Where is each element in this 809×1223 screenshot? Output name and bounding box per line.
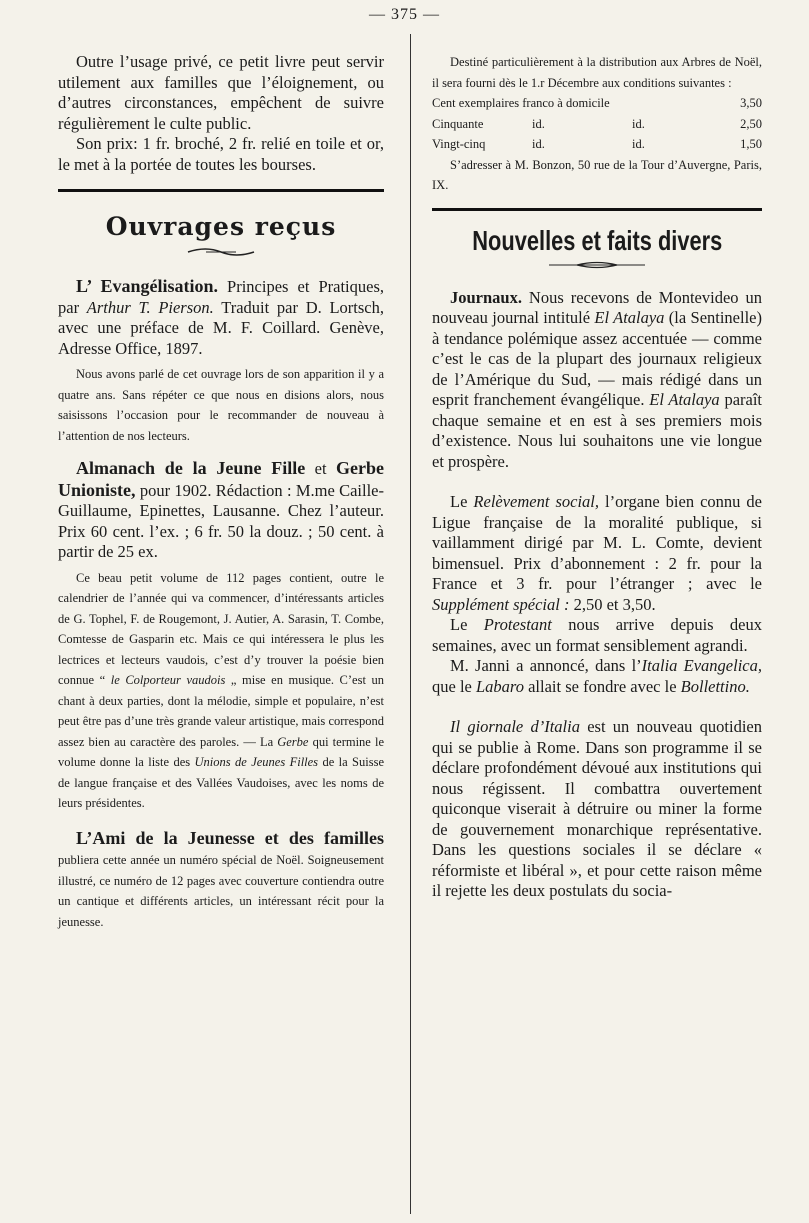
entry-evangelisation-note: Nous avons parlé de cet ouvrage lors de son apparition il y a quatre ans. Sans répéter ce que nous en disions alors, nous saisissons l’occasion pour le recommander de nouveau à l’attention de nos lecteurs. <box>58 367 384 443</box>
news-protestant: Le Protestant nous arrive depuis deux semaines, avec un format sensiblement agrandi. <box>432 615 762 655</box>
section-title-nouvelles: Nouvelles et faits divers <box>471 224 723 256</box>
address-line: S’adresser à M. Bonzon, 50 rue de la Tour d’Auvergne, Paris, IX. <box>432 157 762 192</box>
entry-ami-jeunesse: L’Ami de la Jeunesse et des familles publiera cette année un numéro spécial de Noël. Soigneusement illustré, ce numéro de 12 pages avec couverture contiendra outre un cantique et différents articles, un intéressant récit pour la jeunesse. <box>58 827 384 929</box>
left-column <box>58 52 384 932</box>
entry-evangelisation: L’ Evangélisation. Principes et Pratiques, par Arthur T. Pierson. Traduit par D. Lortsch, avec une préface de M. F. Coillard. Genève, Adresse Office, 1897. <box>58 276 384 358</box>
table-row: Cent exemplaires franco à domicile 3,50 <box>432 96 762 110</box>
column-divider <box>410 34 411 1214</box>
distribution-intro: Destiné particulièrement à la distribution aux Arbres de Noël, il sera fourni dès le 1.r Décembre aux conditions suivantes : <box>432 55 762 90</box>
table-row: Cinquante id. id. 2,50 <box>432 116 762 131</box>
section-title-ouvrages: Ouvrages reçus <box>105 212 337 241</box>
news-janni: M. Janni a annoncé, dans l’Italia Evangelica, que le Labaro allait se fondre avec le Bollettino. <box>432 656 763 696</box>
entry-almanach: Almanach de la Jeune Fille et Gerbe Unioniste, pour 1902. Rédaction : M.me Caille-Guillaume, Epinettes, Lausanne. Chez l’auteur. Prix 60 cent. l’ex. ; 6 fr. 50 la douz. ; 50 cent. à partir de 25 ex. <box>58 458 384 561</box>
ornament-icon <box>186 246 256 258</box>
section-divider <box>58 189 384 192</box>
table-row: Vingt-cinq id. id. 1,50 <box>432 137 762 151</box>
news-relevement: Le Relèvement social, l’organe bien connu de Ligue française de la moralité publique, si vaillamment dirigé par M. L. Comte, devient bimensuel. Prix d’abonnement : 2 fr. pour la France et 3 fr. pour l’étranger ; avec le Supplément spécial : 2,50 et 3,50. <box>432 492 762 614</box>
right-column <box>432 52 762 902</box>
ornament-icon <box>547 260 647 270</box>
news-giornale: Il giornale d’Italia est un nouveau quotidien qui se publie à Rome. Dans son programme il se déclare profondément dévoué aux institutions qui nous régissent. Il combattra ouvertement quiconque viserait à détruire ou miner la forme de gouvernement monarchique représentative. Dans les questions sociales il se déclare « réformiste et libéral », et pour cette raison même il rejette les deux postulats du socia- <box>432 717 762 900</box>
intro-paragraph-2: Son prix: 1 fr. broché, 2 fr. relié en toile et or, le met à la portée de toutes les bourses. <box>58 134 384 174</box>
intro-paragraph-1: Outre l’usage privé, ce petit livre peut servir utilement aux familles que l’éloignement, ou d’autres circonstances, empêchent de suivre régulièrement le culte public. <box>58 52 384 133</box>
news-journaux: Journaux. Nous recevons de Montevideo un nouveau journal intitulé El Atalaya (la Sentinelle) à tendance polémique assez accentuée — comme c’est le cas de la plupart des journaux religieux de l’Amérique du Sud, — mais rédigé dans un esprit franchement évangélique. El Atalaya paraît chaque semaine et en est à ses premiers mois d’existence. Nous lui souhaitons une vie longue et prospère. <box>432 287 763 471</box>
rates-table <box>432 93 762 155</box>
entry-almanach-note: Ce beau petit volume de 112 pages contient, outre le calendrier de l’année qui va commencer, d’intéressants articles de G. Tophel, F. de Rougemont, J. Autier, A. Sarasin, T. Combe, Comtesse de Gasparin etc. Mais ce qui intéressera le plus les lectrices et lecteurs vaudois, c’est d’y trouver la poésie bien connue “ le Colporteur vaudois „ mise en musique. C’est un chant à deux parties, dont la mélodie, simple et populaire, n’est peut être pas d’une très grande valeur artistique, mais correspond assez bien au caractère des paroles. — La Gerbe qui termine le volume donne la liste des Unions de Jeunes Filles de la Suisse de langue française et des Vallées Vaudoises, avec les noms de leurs présidentes. <box>58 570 384 810</box>
page-number: — 375 — <box>369 6 440 23</box>
section-divider <box>432 208 762 211</box>
